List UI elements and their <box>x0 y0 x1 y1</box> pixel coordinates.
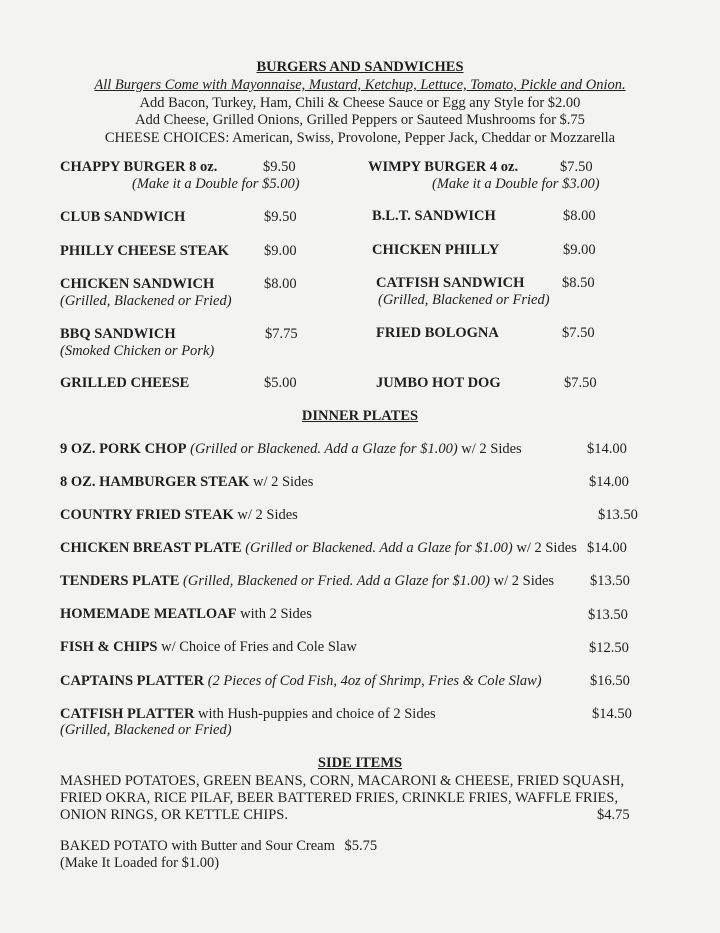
baked-potato-price: $5.75 <box>344 838 378 854</box>
item-name: CHICKEN BREAST PLATE <box>60 540 242 556</box>
item-note: (Grilled, Blackened or Fried) <box>60 722 232 738</box>
item-name: B.L.T. SANDWICH <box>372 208 496 224</box>
intro-line-3: Add Cheese, Grilled Onions, Grilled Peppers or Sauteed Mushrooms for $.75 <box>135 112 585 128</box>
baked-potato-note: (Make It Loaded for $1.00) <box>60 855 220 871</box>
item-name: 8 OZ. HAMBURGER STEAK <box>60 474 250 490</box>
baked-potato-name: BAKED POTATO with Butter and Sour Cream <box>60 838 335 854</box>
item-price: $13.50 <box>588 607 628 623</box>
item-price: $9.00 <box>264 243 297 259</box>
item-name: CHICKEN SANDWICH <box>60 276 215 292</box>
item-suffix: w/ 2 Sides <box>461 441 522 457</box>
item-detail: (2 Pieces of Cod Fish, 4oz of Shrimp, Fries & Cole Slaw) <box>207 673 542 689</box>
dinner-item <box>60 474 313 491</box>
side-line-3: ONION RINGS, OR KETTLE CHIPS. <box>60 807 288 823</box>
item-suffix: w/ 2 Sides <box>516 540 577 556</box>
item-price: $9.00 <box>563 242 596 258</box>
item-note: (Make it a Double for $3.00) <box>432 176 600 192</box>
item-price: $5.00 <box>264 375 297 391</box>
dinner-item <box>60 606 312 623</box>
item-name: FRIED BOLOGNA <box>376 325 499 341</box>
item-note: (Grilled, Blackened or Fried) <box>60 293 232 309</box>
dinner-item <box>60 573 554 590</box>
item-name: HOMEMADE MEATLOAF <box>60 606 237 622</box>
intro-line-1: All Burgers Come with Mayonnaise, Mustard, Ketchup, Lettuce, Tomato, Pickle and Onion. <box>94 77 626 93</box>
section-heading-sides: SIDE ITEMS <box>317 755 403 771</box>
item-price: $14.00 <box>587 441 627 457</box>
item-name: CATFISH SANDWICH <box>376 275 525 291</box>
item-name: COUNTRY FRIED STEAK <box>60 507 234 523</box>
item-note: (Make it a Double for $5.00) <box>132 176 300 192</box>
item-detail: (Grilled or Blackened. Add a Glaze for $1.00) <box>245 540 513 556</box>
item-price: $8.00 <box>264 276 297 292</box>
item-price: $16.50 <box>590 673 630 689</box>
item-name: PHILLY CHEESE STEAK <box>60 243 229 259</box>
dinner-item <box>60 673 542 690</box>
intro-line-2: Add Bacon, Turkey, Ham, Chili & Cheese Sauce or Egg any Style for $2.00 <box>139 94 581 111</box>
item-suffix: with 2 Sides <box>240 606 312 622</box>
dinner-item <box>60 639 357 656</box>
baked-potato-line <box>60 838 377 855</box>
item-name: 9 OZ. PORK CHOP <box>60 441 187 457</box>
section-heading-burgers: BURGERS AND SANDWICHES <box>256 59 464 75</box>
item-price: $14.00 <box>589 474 629 490</box>
item-price: $8.50 <box>562 275 595 291</box>
side-line-2: FRIED OKRA, RICE PILAF, BEER BATTERED FRIES, CRINKLE FRIES, WAFFLE FRIES, <box>60 790 619 806</box>
item-detail: (Grilled, Blackened or Fried. Add a Glaze for $1.00) <box>183 573 491 589</box>
item-name: WIMPY BURGER 4 oz. <box>368 159 519 175</box>
item-name: CHICKEN PHILLY <box>372 242 500 258</box>
item-price: $7.50 <box>562 325 595 341</box>
item-price: $7.50 <box>560 159 593 175</box>
item-name: JUMBO HOT DOG <box>376 375 501 391</box>
item-detail: (Grilled or Blackened. Add a Glaze for $1.00) <box>190 441 458 457</box>
section-heading-dinner: DINNER PLATES <box>301 408 419 424</box>
side-items-list <box>60 773 640 824</box>
item-price: $8.00 <box>563 208 596 224</box>
item-name: FISH & CHIPS <box>60 639 158 655</box>
item-price: $14.50 <box>592 706 632 722</box>
dinner-item <box>60 540 577 557</box>
dinner-item <box>60 507 298 524</box>
item-name: CHAPPY BURGER 8 oz. <box>60 159 218 175</box>
item-price: $9.50 <box>264 209 297 225</box>
item-suffix: w/ 2 Sides <box>252 474 314 490</box>
item-note: (Smoked Chicken or Pork) <box>60 343 215 359</box>
dinner-item <box>60 706 436 723</box>
item-price: $7.75 <box>265 326 298 342</box>
item-name: GRILLED CHEESE <box>60 375 190 391</box>
side-price: $4.75 <box>597 807 630 823</box>
burgers-intro <box>0 77 720 147</box>
side-line-1: MASHED POTATOES, GREEN BEANS, CORN, MACARONI & CHEESE, FRIED SQUASH, <box>60 773 625 789</box>
item-price: $13.50 <box>598 507 638 523</box>
item-suffix: w/ 2 Sides <box>493 573 555 589</box>
item-price: $13.50 <box>590 573 630 589</box>
item-name: CLUB SANDWICH <box>60 209 186 225</box>
item-suffix: w/ Choice of Fries and Cole Slaw <box>161 639 357 655</box>
item-suffix: w/ 2 Sides <box>237 507 298 523</box>
item-name: CATFISH PLATTER <box>60 706 195 722</box>
item-price: $9.50 <box>263 159 296 175</box>
item-price: $7.50 <box>564 375 597 391</box>
item-name: BBQ SANDWICH <box>60 326 176 342</box>
item-suffix: with Hush-puppies and choice of 2 Sides <box>198 706 436 722</box>
item-name: TENDERS PLATE <box>60 573 180 589</box>
item-name: CAPTAINS PLATTER <box>60 673 205 689</box>
item-price: $14.00 <box>587 540 627 556</box>
item-price: $12.50 <box>589 640 629 656</box>
intro-line-4: CHEESE CHOICES: American, Swiss, Provolone, Pepper Jack, Cheddar or Mozzarella <box>104 129 616 146</box>
item-note: (Grilled, Blackened or Fried) <box>378 292 550 308</box>
dinner-item <box>60 441 522 458</box>
